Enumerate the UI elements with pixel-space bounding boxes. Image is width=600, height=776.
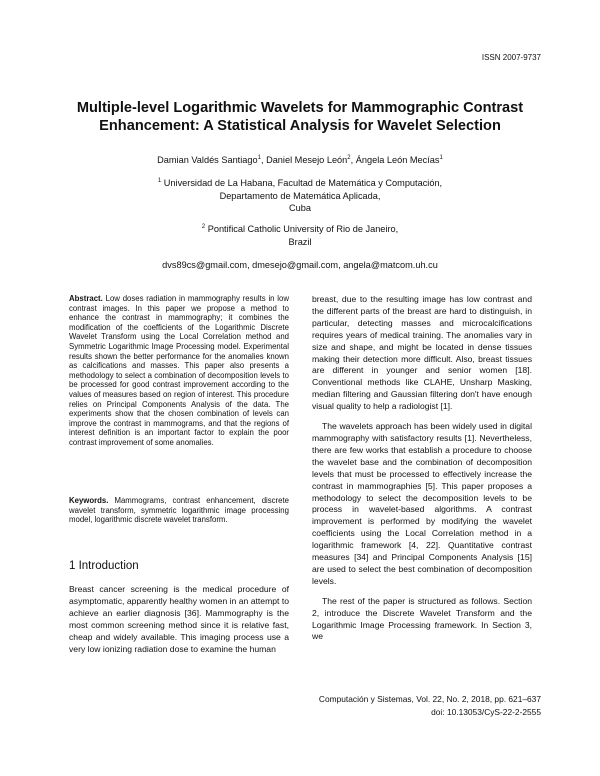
affiliation-1-line-1: Universidad de La Habana, Facultad de Matemática y Computación, bbox=[163, 178, 443, 188]
author-list: Damian Valdés Santiago$^1$, Daniel Mesejo León$^2$, Ángela León Mecías$^1$ bbox=[157, 155, 443, 165]
doi: doi: 10.13053/CyS-22-2-2555 bbox=[431, 706, 541, 717]
keywords-text: Mammograms, contrast enhancement, discrete wavelet transform, symmetric logarithmic image processing model, logarithmic discrete wavelet transform. bbox=[69, 496, 289, 525]
paper-title bbox=[40, 99, 560, 135]
paragraph-1: breast, due to the resulting image has low contrast and the different parts of the breast are hard to distinguish, in particular, detecting masses and microcalcifications requires years of medical training. The anomalies vary in size and shape, and might be located in dense tissues making their detection more difficult. Also, breast tissues are different in younger and senior women [18]. Conventional methods like CLAHE, Unsharp Masking, median filtering and Gaussian filtering don't have enough visual quality to help a radiologist [1]. bbox=[312, 294, 532, 412]
title-line-2: Enhancement: A Statistical Analysis for Wavelet Selection bbox=[99, 118, 501, 134]
affiliation-2-mark: 2 bbox=[201, 224, 206, 230]
affiliation-1-line-2: Departamento de Matemática Aplicada, bbox=[219, 190, 381, 201]
section-heading-introduction: 1 Introduction bbox=[69, 560, 139, 572]
journal-citation: Computación y Sistemas, Vol. 22, No. 2, 2018, pp. 621–637 bbox=[318, 694, 541, 704]
introduction-left-text: Breast cancer screening is the medical procedure of asymptomatic, apparently healthy women in an attempt to achieve an earlier diagnosis [36]. Mammography is the most common screening method since it is relative fast, cheap and widely available. This imaging process use a very low ionizing radiation dose to examine the human bbox=[69, 584, 289, 654]
title-line-1: Multiple-level Logarithmic Wavelets for Mammographic Contrast bbox=[76, 100, 524, 116]
keywords-label: Keywords. bbox=[69, 496, 109, 505]
affiliation-1-line-3: Cuba bbox=[289, 203, 311, 213]
author-emails: dvs89cs@gmail.com, dmesejo@gmail.com, angela@matcom.uh.cu bbox=[162, 260, 438, 270]
author-2: Daniel Mesejo León bbox=[266, 155, 348, 165]
abstract-text: Low doses radiation in mammography results in low contrast images. In this paper we propose a method to enhance the contrast in mammography; it combines the modification of the coefficients of the Logarithmic Discrete Wavelet Transform using the Local Correlation method and Symmetric Logarithmic Image Processing model. Experimental results shown the better performance for the anomalies known as calcifications and masses. This paper also presents a methodology to select a combination of decomposition levels to be processed for good contrast improvement according to the values of measures based on region of interest. This procedure relies on Principal Components Analysis of the data. The experiments show that the chosen combination of levels can improve the contrast in mammograms, and that the regions of interest definition is an important factor to explain the poor contrast improvement of some anomalies. bbox=[69, 294, 290, 447]
abstract bbox=[69, 294, 289, 448]
affiliation-2 bbox=[40, 223, 560, 248]
issn-label: ISSN 2007-9737 bbox=[481, 53, 541, 62]
paragraph-3: The rest of the paper is structured as follows. Section 2, introduce the Discrete Wavelet Transform and the Logarithmic Image Processing framework. In Section 3, we bbox=[312, 595, 532, 642]
paragraph-2: The wavelets approach has been widely used in digital mammography with satisfactory results [1]. Nevertheless, there are few works that establish a procedure to choose the wavelet base and the combination of decomposition levels that must be processed to effectively increase the contrast in mammographies [5]. This paper proposes a methodology to select the decomposition levels to be process in wavelet-based algorithms. A contrast improvement is performed by modifying the wavelet coefficients using the Local Correlation method in a logarithmic framework [4, 22]. Quantitative contrast measures [34] and Principal Components Analysis [15] are used to select the best combination of decomposition levels. bbox=[312, 421, 532, 586]
affiliation-1 bbox=[40, 177, 560, 215]
affiliation-1-mark: 1 bbox=[157, 178, 162, 184]
author-2-affiliation: 2 bbox=[347, 155, 351, 161]
keywords bbox=[69, 496, 289, 525]
affiliation-2-line-2: Brazil bbox=[288, 236, 312, 247]
author-1-affiliation: 1 bbox=[257, 155, 261, 161]
author-3-affiliation: 1 bbox=[439, 155, 443, 161]
right-column bbox=[312, 294, 532, 651]
author-3: Ángela León Mecías bbox=[355, 155, 440, 165]
author-1: Damian Valdés Santiago bbox=[157, 155, 258, 165]
abstract-label: Abstract. bbox=[69, 294, 103, 303]
affiliation-2-line-1: Pontifical Catholic University of Rio de Janeiro, bbox=[207, 224, 399, 234]
footer bbox=[319, 693, 541, 718]
